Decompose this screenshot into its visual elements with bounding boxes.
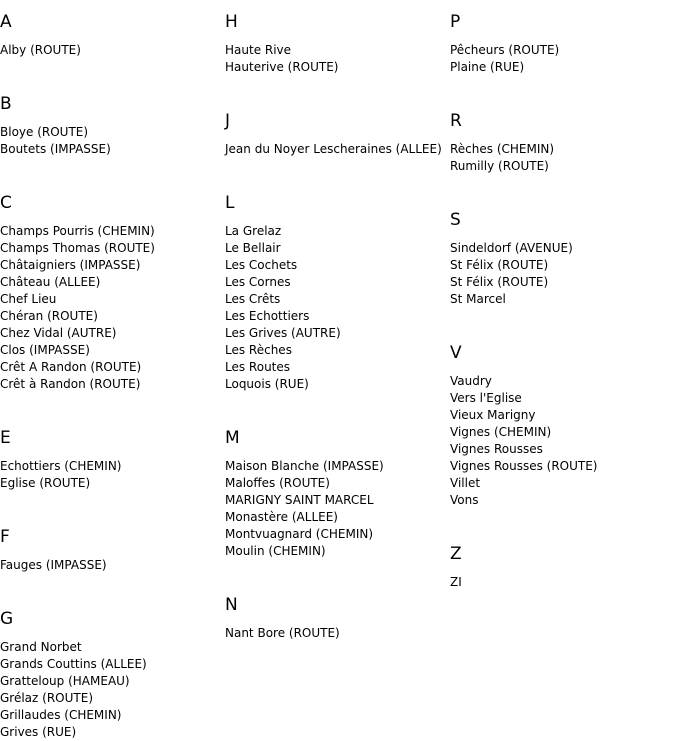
group-spacer bbox=[450, 308, 670, 331]
street-item: Les Crêts bbox=[225, 292, 281, 306]
letter-heading: N bbox=[225, 595, 238, 615]
street-item: Grands Couttins (ALLEE) bbox=[0, 657, 147, 671]
street-item: Les Cochets bbox=[225, 258, 298, 272]
street-item: Jean du Noyer Lescheraines (ALLEE) bbox=[225, 142, 442, 156]
group-spacer bbox=[0, 393, 220, 416]
letter-group bbox=[450, 111, 670, 175]
letter-heading: L bbox=[225, 193, 235, 213]
street-item: Chef Lieu bbox=[0, 292, 57, 306]
letter-heading: M bbox=[225, 428, 240, 448]
letter-heading: S bbox=[450, 210, 461, 230]
letter-heading: G bbox=[0, 609, 14, 629]
street-item: La Grelaz bbox=[225, 224, 282, 238]
street-item: Boutets (IMPASSE) bbox=[0, 142, 111, 156]
letter-group bbox=[225, 111, 445, 158]
street-item: Pêcheurs (ROUTE) bbox=[450, 43, 560, 57]
street-item: Vignes Rousses bbox=[450, 442, 543, 456]
street-item: Vieux Marigny bbox=[450, 408, 536, 422]
letter-heading: B bbox=[0, 94, 12, 114]
letter-heading: C bbox=[0, 193, 12, 213]
letter-heading: F bbox=[0, 527, 10, 547]
street-item: Vignes Rousses (ROUTE) bbox=[450, 459, 598, 473]
street-item: Haute Rive bbox=[225, 43, 292, 57]
street-item: Fauges (IMPASSE) bbox=[0, 558, 107, 572]
street-item: ZI bbox=[450, 575, 462, 589]
street-index-column-3 bbox=[450, 0, 670, 591]
group-spacer bbox=[0, 158, 220, 181]
letter-heading: V bbox=[450, 343, 462, 363]
street-item: Maloffes (ROUTE) bbox=[225, 476, 330, 490]
street-item: Les Rèches bbox=[225, 343, 292, 357]
letter-group bbox=[450, 343, 670, 509]
street-item: Maison Blanche (IMPASSE) bbox=[225, 459, 384, 473]
street-item: Champs Pourris (CHEMIN) bbox=[0, 224, 155, 238]
street-item: Vignes (CHEMIN) bbox=[450, 425, 552, 439]
street-list bbox=[225, 42, 445, 76]
street-item: Plaine (RUE) bbox=[450, 60, 525, 74]
group-spacer bbox=[0, 59, 220, 82]
street-item: Vaudry bbox=[450, 374, 492, 388]
street-item: MARIGNY SAINT MARCEL bbox=[225, 493, 374, 507]
street-item: Eglise (ROUTE) bbox=[0, 476, 91, 490]
letter-group bbox=[450, 210, 670, 308]
letter-group bbox=[0, 12, 220, 59]
street-item: Monastère (ALLEE) bbox=[225, 510, 338, 524]
street-item: Villet bbox=[450, 476, 481, 490]
street-item: Chez Vidal (AUTRE) bbox=[0, 326, 117, 340]
street-item: Les Cornes bbox=[225, 275, 291, 289]
letter-group bbox=[0, 609, 220, 741]
street-item: Les Echottiers bbox=[225, 309, 310, 323]
street-item: Loquois (RUE) bbox=[225, 377, 309, 391]
letter-group bbox=[0, 193, 220, 393]
street-item: Vers l'Eglise bbox=[450, 391, 522, 405]
group-spacer bbox=[225, 158, 445, 181]
street-list bbox=[225, 223, 445, 393]
letter-group bbox=[0, 428, 220, 492]
street-item: Sindeldorf (AVENUE) bbox=[450, 241, 573, 255]
street-list bbox=[0, 42, 220, 59]
street-item: Rèches (CHEMIN) bbox=[450, 142, 555, 156]
street-item: St Marcel bbox=[450, 292, 506, 306]
street-item: Nant Bore (ROUTE) bbox=[225, 626, 340, 640]
group-spacer bbox=[450, 175, 670, 198]
street-index-column-1 bbox=[0, 0, 220, 741]
street-list bbox=[0, 639, 220, 741]
group-spacer bbox=[450, 76, 670, 99]
letter-heading: P bbox=[450, 12, 461, 32]
letter-group bbox=[450, 12, 670, 76]
street-list bbox=[0, 458, 220, 492]
street-item: St Félix (ROUTE) bbox=[450, 258, 549, 272]
street-item: Montvuagnard (CHEMIN) bbox=[225, 527, 374, 541]
letter-heading: E bbox=[0, 428, 11, 448]
group-spacer bbox=[225, 76, 445, 99]
letter-group bbox=[225, 193, 445, 393]
letter-heading: H bbox=[225, 12, 238, 32]
street-list bbox=[0, 557, 220, 574]
street-item: Grélaz (ROUTE) bbox=[0, 691, 93, 705]
street-list bbox=[450, 42, 670, 76]
street-index-column-2 bbox=[225, 0, 445, 642]
street-item: Châtaigniers (IMPASSE) bbox=[0, 258, 141, 272]
letter-group bbox=[450, 544, 670, 591]
street-item: Moulin (CHEMIN) bbox=[225, 544, 326, 558]
letter-heading: R bbox=[450, 111, 462, 131]
street-item: Crêt à Randon (ROUTE) bbox=[0, 377, 141, 391]
street-list bbox=[225, 625, 445, 642]
street-item: Clos (IMPASSE) bbox=[0, 343, 90, 357]
street-list bbox=[450, 373, 670, 509]
street-item: Les Grives (AUTRE) bbox=[225, 326, 341, 340]
street-item: Grand Norbet bbox=[0, 640, 82, 654]
letter-group bbox=[225, 428, 445, 560]
street-item: Grives (RUE) bbox=[0, 725, 77, 739]
street-item: Alby (ROUTE) bbox=[0, 43, 81, 57]
street-item: Le Bellair bbox=[225, 241, 281, 255]
street-item: Chéran (ROUTE) bbox=[0, 309, 98, 323]
street-item: Bloye (ROUTE) bbox=[0, 125, 89, 139]
group-spacer bbox=[450, 509, 670, 532]
street-item: Grillaudes (CHEMIN) bbox=[0, 708, 122, 722]
street-item: Château (ALLEE) bbox=[0, 275, 101, 289]
street-item: St Félix (ROUTE) bbox=[450, 275, 549, 289]
group-spacer bbox=[0, 492, 220, 515]
street-item: Vons bbox=[450, 493, 479, 507]
street-list bbox=[225, 458, 445, 560]
letter-group bbox=[0, 527, 220, 574]
letter-heading: J bbox=[225, 111, 231, 131]
street-item: Les Routes bbox=[225, 360, 291, 374]
letter-group bbox=[225, 12, 445, 76]
street-list bbox=[0, 223, 220, 393]
street-item: Hauterive (ROUTE) bbox=[225, 60, 339, 74]
letter-heading: Z bbox=[450, 544, 462, 564]
street-item: Rumilly (ROUTE) bbox=[450, 159, 549, 173]
street-list bbox=[450, 240, 670, 308]
group-spacer bbox=[225, 560, 445, 583]
street-item: Echottiers (CHEMIN) bbox=[0, 459, 122, 473]
letter-group bbox=[0, 94, 220, 158]
street-item: Champs Thomas (ROUTE) bbox=[0, 241, 155, 255]
street-item: Gratteloup (HAMEAU) bbox=[0, 674, 130, 688]
letter-heading: A bbox=[0, 12, 12, 32]
group-spacer bbox=[0, 574, 220, 597]
group-spacer bbox=[225, 393, 445, 416]
street-list bbox=[225, 141, 445, 158]
street-list bbox=[450, 141, 670, 175]
street-item: Crêt A Randon (ROUTE) bbox=[0, 360, 142, 374]
letter-group bbox=[225, 595, 445, 642]
street-list bbox=[450, 574, 670, 591]
street-list bbox=[0, 124, 220, 158]
